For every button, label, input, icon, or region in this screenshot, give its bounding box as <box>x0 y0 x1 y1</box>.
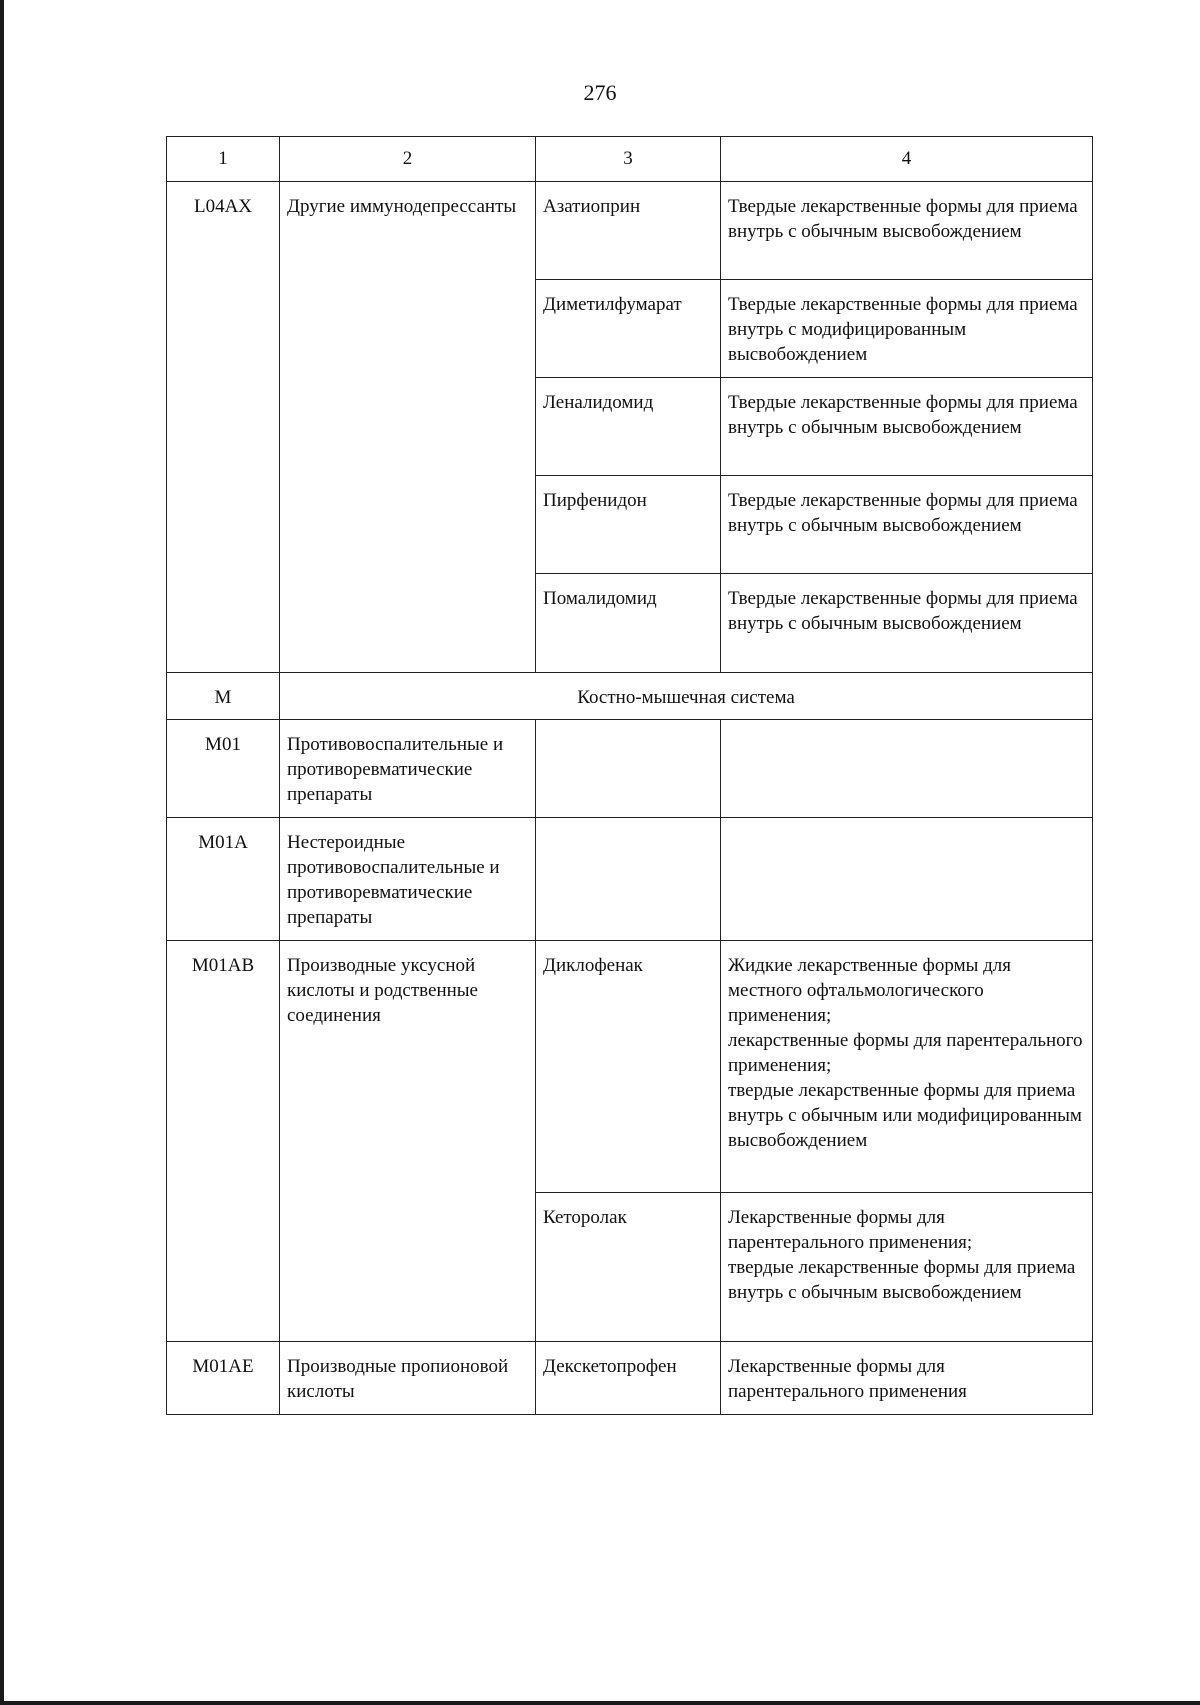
header-col-1: 1 <box>167 137 280 182</box>
dosage-form <box>721 818 1093 941</box>
dosage-form: Лекарственные формы для парентерального применения <box>721 1342 1093 1415</box>
table-row <box>167 182 1093 280</box>
dosage-form-line: твердые лекарственные формы для приема внутрь с обычным высвобождением <box>728 1257 1076 1303</box>
dosage-form-line: Жидкие лекарственные формы для местного офтальмологического применения; <box>728 955 1011 1026</box>
dosage-form-line: Лекарственные формы для парентерального применения; <box>728 1207 973 1253</box>
dosage-form-line: твердые лекарственные формы для приема внутрь с обычным или модифицированным высвобождением <box>728 1080 1082 1151</box>
section-title: Костно-мышечная система <box>280 673 1093 720</box>
atc-code: М01 <box>167 720 280 818</box>
dosage-form <box>721 1193 1093 1342</box>
dosage-form: Твердые лекарственные формы для приема внутрь с обычным высвобождением <box>721 182 1093 280</box>
table-row <box>167 1342 1093 1415</box>
scan-border-left <box>0 0 4 1705</box>
atc-group-name: Другие иммунодепрессанты <box>280 182 536 673</box>
atc-group-name: Производные пропионовой кислоты <box>280 1342 536 1415</box>
atc-group-name: Производные уксусной кислоты и родственные соединения <box>280 941 536 1342</box>
header-col-3: 3 <box>536 137 721 182</box>
dosage-form <box>721 941 1093 1193</box>
drug-name: Диклофенак <box>536 941 721 1193</box>
table-row <box>167 941 1093 1193</box>
scan-border-bottom <box>0 1701 1200 1705</box>
table-row <box>167 673 1093 720</box>
drug-name: Пирфенидон <box>536 476 721 574</box>
atc-code: М <box>167 673 280 720</box>
dosage-form: Твердые лекарственные формы для приема внутрь с обычным высвобождением <box>721 574 1093 673</box>
dosage-form: Твердые лекарственные формы для приема внутрь с модифицированным высвобождением <box>721 280 1093 378</box>
dosage-form-line: лекарственные формы для парентерального применения; <box>728 1030 1083 1076</box>
table-row <box>167 818 1093 941</box>
drug-name: Леналидомид <box>536 378 721 476</box>
drug-name: Кеторолак <box>536 1193 721 1342</box>
drug-name: Азатиоприн <box>536 182 721 280</box>
dosage-form: Твердые лекарственные формы для приема внутрь с обычным высвобождением <box>721 378 1093 476</box>
drug-name: Декскетопрофен <box>536 1342 721 1415</box>
header-col-4: 4 <box>721 137 1093 182</box>
table-header-row <box>167 137 1093 182</box>
drug-classification-table <box>166 136 1093 1415</box>
header-col-2: 2 <box>280 137 536 182</box>
page-number: 276 <box>583 80 617 105</box>
drug-name <box>536 818 721 941</box>
dosage-form: Твердые лекарственные формы для приема внутрь с обычным высвобождением <box>721 476 1093 574</box>
drug-name <box>536 720 721 818</box>
dosage-form <box>721 720 1093 818</box>
table-row <box>167 720 1093 818</box>
atc-code: М01АВ <box>167 941 280 1342</box>
atc-code: М01АЕ <box>167 1342 280 1415</box>
atc-group-name: Противовоспалительные и противоревматические препараты <box>280 720 536 818</box>
atc-code: М01А <box>167 818 280 941</box>
drug-name: Помалидомид <box>536 574 721 673</box>
drug-name: Диметилфумарат <box>536 280 721 378</box>
atc-group-name: Нестероидные противовоспалительные и противоревматические препараты <box>280 818 536 941</box>
atc-code: L04AX <box>167 182 280 673</box>
